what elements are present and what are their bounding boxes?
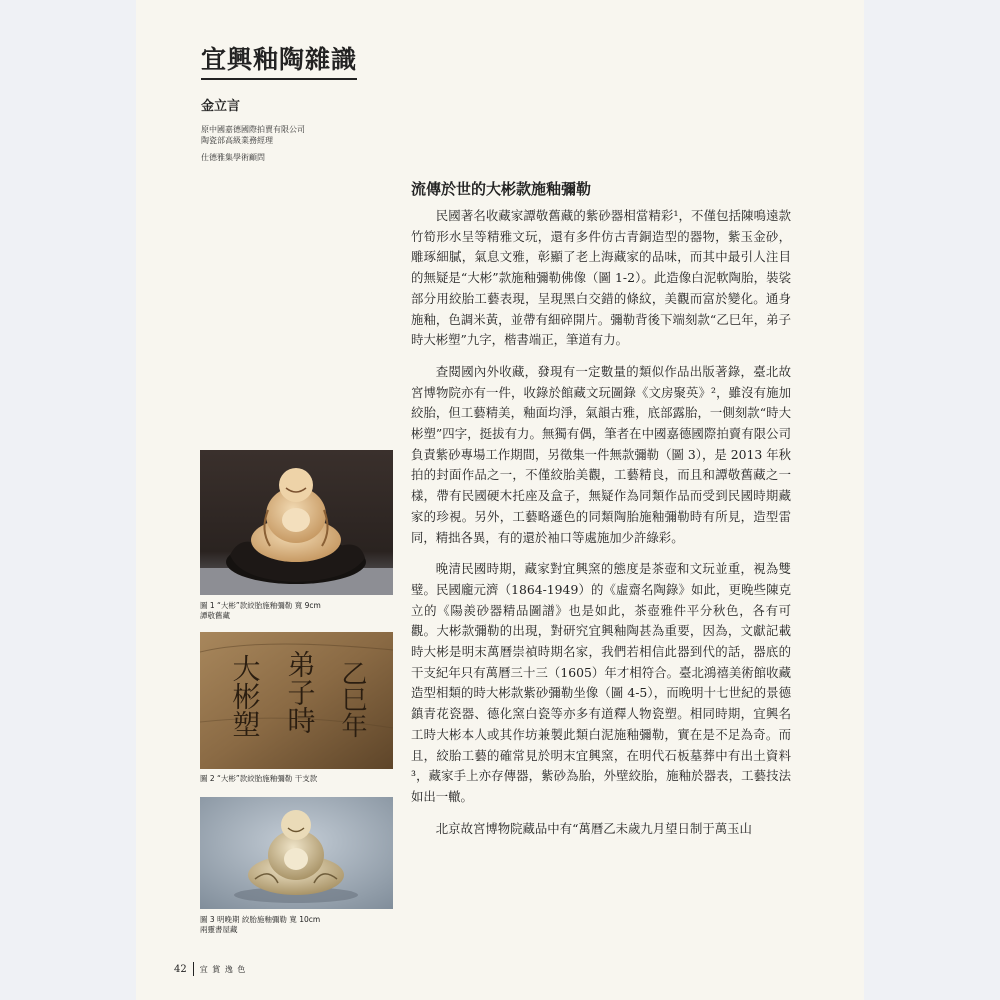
page-footer [174,962,246,976]
figure-2-caption [200,774,400,784]
inscription-photo [200,632,393,769]
paragraph: 晚清民國時期，藏家對宜興窯的態度是茶壺和文玩並重，視為雙璧。民國龐元濟（1864-1949）的《虛齋名陶錄》如此，更晚些陳克立的《陽羨砂器精品圖譜》也是如此，茶壺雅件平分秋色，各有可觀。大彬款彌勒的出現，對研究宜興釉陶甚為重要，因為，文獻記載時大彬是明末萬曆崇禎時期名家，我們若相信此器到代的話，器底的干支紀年只有萬曆三十三（1605）年才相符合。臺北鴻禧美術館收藏造型相類的時大彬款紫砂彌勒坐像（圖 4-5），而晚明十七世紀的景德鎮青花瓷器、德化窯白瓷等亦多有道釋人物瓷塑。相同時期，宜興名工時大彬本人或其作坊兼製此類白泥施釉彌勒，實在是不足為奇。而且，絞胎工藝的確常見於明末宜興窯，在明代石板墓葬中有出土資料³，藏家手上亦存傳器，紫砂為胎，外壁絞胎，施釉於器表，工藝技法如出一轍。 [411,561,791,804]
inscription-column: 乙巳年 [337,660,367,738]
running-title: 宜 賞 逸 色 [199,964,247,974]
paragraph: 查閱國內外收藏，發現有一定數量的類似作品出版著錄，臺北故宮博物院亦有一件，收錄於館藏文玩圖錄《文房聚英》²，雖沒有施加絞胎，但工藝精美，釉面均淨，氣韻古雅，底部露胎，一側刻款“時大彬塑”四字，挺拔有力。無獨有偶，筆者在中國嘉德國際拍賣有限公司負責紫砂專場工作期間，另徵集一件無款彌勒（圖 3），是 2013 年秋拍的封面作品之一，不僅絞胎美觀，工藝精良，而且和譚敬舊藏之一樣，帶有民國硬木托座及盒子，無疑作為同類作品而受到民國時期藏家的珍視。另外，工藝略遜色的同類陶胎施釉彌勒時有所見，造型雷同，精拙各異，有的還於袖口等處施加少許綠彩。 [411,363,791,545]
affiliation-line: 陶瓷部高級業務經理 [201,136,273,145]
author-affiliation [201,124,305,163]
paragraph: 北京故宮博物院藏品中有“萬曆乙未歲九月望日制于萬玉山 [435,820,752,836]
page-number: 42 [174,963,187,975]
caption-line: 譚敬舊藏 [200,611,230,620]
figure-1-caption [200,601,400,621]
paragraph: 民國著名收藏家譚敬舊藏的紫砂器相當精彩¹，不僅包括陳鳴遠款竹筍形水呈等精雅文玩，還有多件仿古青銅造型的器物，紫玉金砂，雕琢細膩，氣息文雅，彰顯了老上海藏家的品味，而其中最引人注目的無疑是“大彬”款施釉彌勒佛像（圖 1-2）。此造像白泥軟陶胎，裝裟部分用絞胎工藝表現，呈現黑白交錯的條紋，美觀而富於變化。通身施釉，色調米黃，並帶有細碎開片。彌勒背後下端刻款“乙巳年，弟子時大彬塑”九字，楷書端正，筆道有力。 [411,208,791,348]
article-body [411,206,791,850]
inscription-column: 大彬塑 [228,654,262,738]
caption-line: 兩靈書屋藏 [200,925,238,934]
affiliation-line: 仕德雅集學術顧問 [201,153,265,162]
page [136,0,864,1000]
figure-1-photo [200,450,393,595]
figure-3-caption [200,915,400,935]
article-title: 宜興釉陶雜識 [201,40,357,80]
inscription-column: 弟子時 [283,650,317,734]
figure-2-photo [200,632,393,769]
caption-line: 圖 2 “大彬”款絞胎施釉彌勒 干支款 [200,774,318,783]
author-name: 金立言 [201,99,241,114]
figure-3-photo [200,797,393,909]
footer-divider [193,962,194,976]
maitreya-photo-3 [200,797,393,909]
maitreya-photo-1 [200,450,393,595]
section-title: 流傳於世的大彬款施釉彌勒 [411,180,592,198]
caption-line: 圖 1 “大彬”款絞胎施釉彌勒 寬 9cm [200,601,321,610]
affiliation-line: 原中國嘉德國際拍賣有限公司 [201,125,305,134]
caption-line: 圖 3 明晚期 絞胎施釉彌勒 寬 10cm [200,915,321,924]
